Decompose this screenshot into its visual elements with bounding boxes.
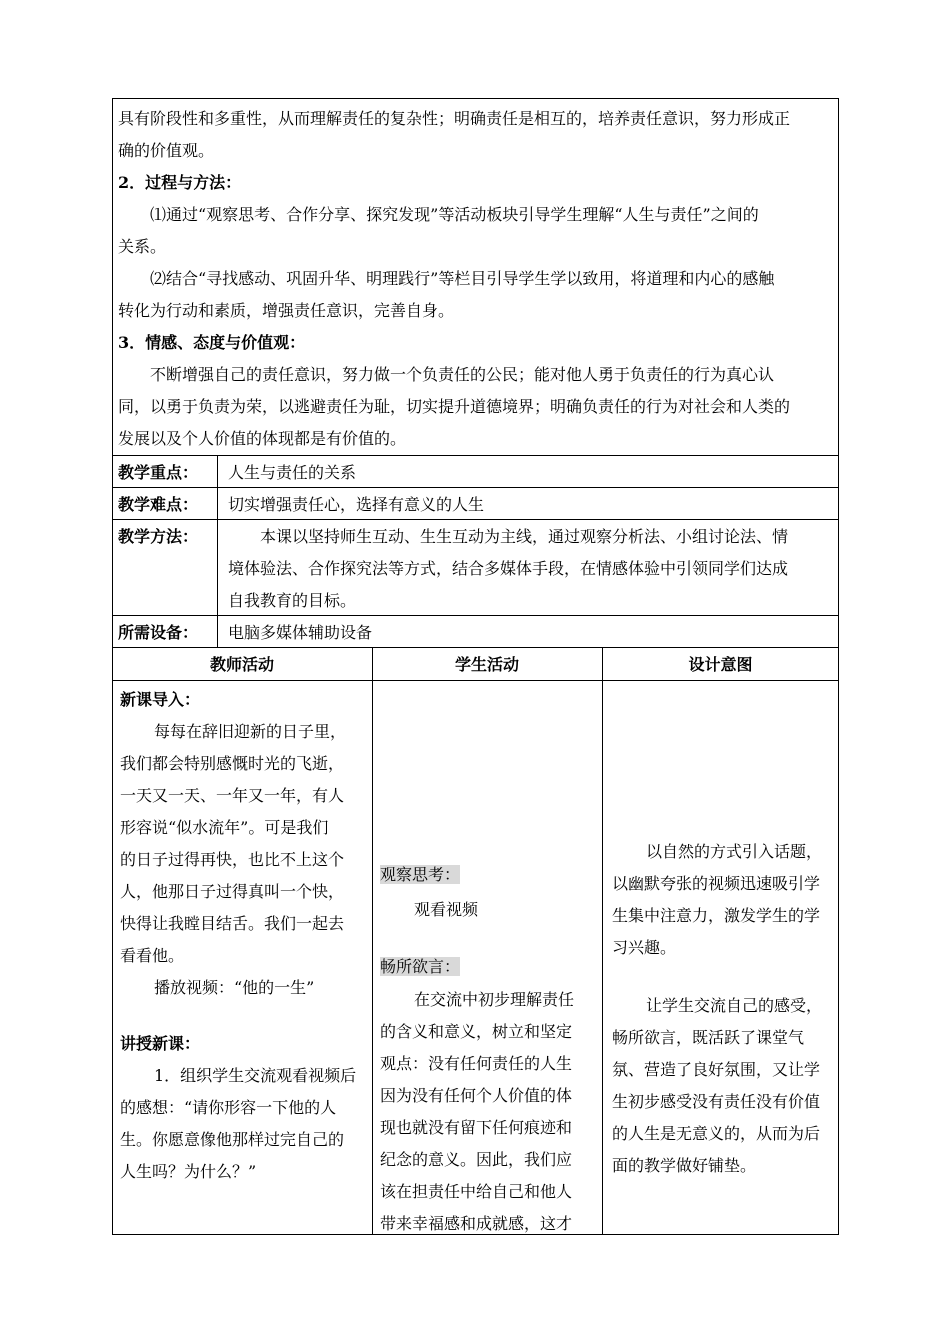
process-text-line: 关系。 [118, 237, 167, 256]
student-text-line: 带来幸福感和成就感，这才 [380, 1214, 573, 1233]
row-divider [112, 487, 839, 488]
row-divider [112, 647, 839, 648]
observe-think-tag: 观察思考： [380, 865, 461, 884]
method-text-line: 本课以坚持师生互动、生生互动为主线，通过观察分析法、小组讨论法、情 [260, 527, 789, 546]
design-text-line: 生初步感受没有责任没有价值 [612, 1092, 821, 1111]
teacher-text-line: 人，他那日子过得真叫一个快， [120, 882, 345, 901]
difficulty-value: 切实增强责任心，选择有意义的人生 [228, 495, 485, 514]
column-divider [372, 647, 373, 1235]
key-point-label: 教学重点： [118, 463, 199, 482]
new-lesson-heading: 讲授新课： [120, 1034, 201, 1053]
design-text-line: 畅所欲言，既活跃了课堂气 [612, 1028, 805, 1047]
student-text-line: 纪念的意义。因此，我们应 [380, 1150, 573, 1169]
design-text-line: 的人生是无意义的，从而为后 [612, 1124, 821, 1143]
design-text-line: 以幽默夸张的视频迅速吸引学 [612, 874, 821, 893]
design-text-line: 习兴趣。 [612, 938, 677, 957]
label-column-divider [217, 455, 218, 647]
student-text-line: 观点：没有任何责任的人生 [380, 1054, 573, 1073]
speak-freely-tag: 畅所欲言： [380, 957, 461, 976]
teacher-text-line: 生。你愿意像他那样过完自己的 [120, 1130, 345, 1149]
design-text-line: 生集中注意力，激发学生的学 [612, 906, 821, 925]
emotion-heading: 3．情感、态度与价值观： [118, 333, 306, 352]
teacher-text-line: 人生吗？为什么？” [120, 1162, 257, 1181]
method-text-line: 自我教育的目标。 [228, 591, 357, 610]
key-point-value: 人生与责任的关系 [228, 463, 357, 482]
process-text-line: 转化为行动和素质，增强责任意识，完善自身。 [118, 301, 455, 320]
teacher-text-line: 1．组织学生交流观看视频后 [154, 1066, 357, 1085]
teacher-text-line: 形容说“似水流年”。可是我们 [120, 818, 329, 837]
student-text-line: 因为没有任何个人价值的体 [380, 1086, 573, 1105]
student-text-line: 该在担责任中给自己和他人 [380, 1182, 573, 1201]
objective-text-line: 确的价值观。 [118, 141, 215, 160]
student-text-line: 现也就没有留下任何痕迹和 [380, 1118, 573, 1137]
process-text-line: ⑴通过“观察思考、合作分享、探究发现”等活动板块引导学生理解“人生与责任”之间的 [150, 205, 759, 224]
student-text-line: 在交流中初步理解责任 [414, 990, 575, 1009]
emotion-text-line: 同，以勇于负责为荣，以逃避责任为耻，切实提升道德境界；明确负责任的行为对社会和人类的 [118, 397, 791, 416]
design-text-line: 面的教学做好铺垫。 [612, 1156, 757, 1175]
equipment-value: 电脑多媒体辅助设备 [228, 623, 373, 642]
design-text-line: 以自然的方式引入话题， [646, 842, 823, 861]
row-divider [112, 615, 839, 616]
objective-text-line: 具有阶段性和多重性，从而理解责任的复杂性；明确责任是相互的，培养责任意识，努力形成正 [118, 109, 791, 128]
emotion-text-line: 发展以及个人价值的体现都是有价值的。 [118, 429, 407, 448]
teacher-text-line: 每每在辞旧迎新的日子里， [154, 722, 347, 741]
student-text-line: 的含义和意义，树立和坚定 [380, 1022, 573, 1041]
teacher-text-line: 快得让我瞠目结舌。我们一起去 [120, 914, 345, 933]
teacher-text-line: 的感想：“请你形容一下他的人 [120, 1098, 337, 1117]
teacher-activity-header: 教师活动 [209, 655, 274, 674]
equipment-label: 所需设备： [118, 623, 199, 642]
student-activity-header: 学生活动 [454, 655, 519, 674]
emotion-text-line: 不断增强自己的责任意识，努力做一个负责任的公民；能对他人勇于负责任的行为真心认 [150, 365, 775, 384]
design-text-line: 氛、营造了良好氛围，又让学 [612, 1060, 821, 1079]
method-label: 教学方法： [118, 527, 199, 546]
teacher-text-line: 的日子过得再快，也比不上这个 [120, 850, 345, 869]
watch-video-line: 观看视频 [414, 900, 479, 919]
row-divider [112, 455, 839, 456]
intro-heading: 新课导入： [120, 690, 201, 709]
teacher-text-line: 一天又一天、一年又一年，有人 [120, 786, 345, 805]
teacher-text-line: 我们都会特别感慨时光的飞逝， [120, 754, 345, 773]
play-video-line: 播放视频：“他的一生” [154, 978, 315, 997]
process-method-heading: 2．过程与方法： [118, 173, 242, 192]
design-text-line: 让学生交流自己的感受， [646, 996, 823, 1015]
difficulty-label: 教学难点： [118, 495, 199, 514]
teacher-text-line: 看看他。 [120, 946, 185, 965]
column-divider [602, 647, 603, 1235]
design-intent-header: 设计意图 [688, 655, 753, 674]
process-text-line: ⑵结合“寻找感动、巩固升华、明理践行”等栏目引导学生学以致用，将道理和内心的感触 [150, 269, 775, 288]
method-text-line: 境体验法、合作探究法等方式，结合多媒体手段，在情感体验中引领同学们达成 [228, 559, 789, 578]
